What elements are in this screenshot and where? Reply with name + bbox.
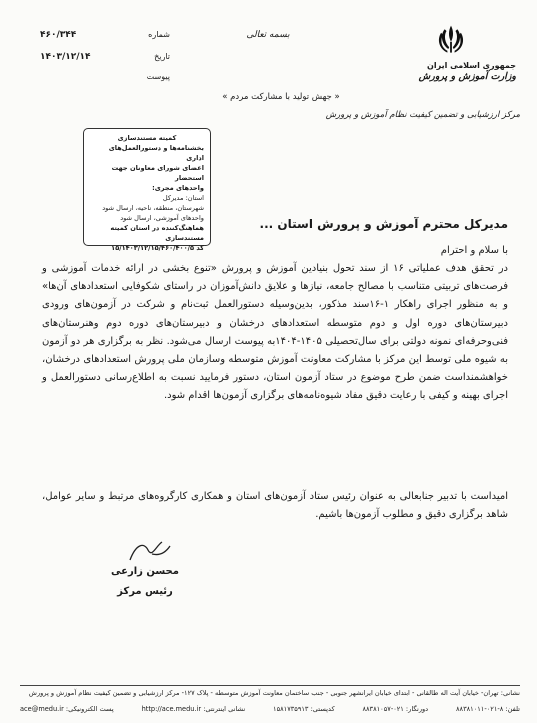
body-paragraph: در تحقق هدف عملیاتی ۱۶ از سند تحول بنیادین آموزش و پرورش «تنوع بخشی در ارائه خدمات آموزشی و فرصت‌های تربیتی متناسب با مصالح جامعه، نیازها و علایق دانش‌آموزان در راستای شکوفایی استعدادهای آن‌ها» و به منظور اجرای راهکار ۱-۱۶سند مذکور، بدین‌وسیله دستورالعمل ثبت‌نام و شرکت در آزمون‌های ورودی دبیرستان‌های دوره اول و دوم متوسطه استعدادهای درخشان و دبیرستان‌های دوره دوم وهنرستان‌های فنی‌وحرفه‌ای نمونه دولتی برای سال‌تحصیلی ۱۴۰۵-۱۴۰۴به پیوست ارسال می‌شود. نظر به برگزاری هر دو آزمون به شیوه ملی توسط این مرکز با مشارکت معاونت آموزش متوسطه وسازمان ملی پرورش استعدادهای درخشان، خواهشمنداست ضمن طرح موضوع در ستاد آزمون استان، دستور فرمایید نسبت به اطلاع‌رسانی دستورالعمل و اجرای بهینه و کیفی با رعایت دقیق مفاد شیوه‌نامه‌های برگزاری آزمون‌ها اقدام شود. bbox=[42, 263, 509, 402]
center-title: مرکز ارزشیابی و تضمین کیفیت نظام آموزش و پرورش bbox=[325, 110, 520, 120]
stamp-line: بخشنامه‌ها و دستورالعمل‌های اداری bbox=[108, 144, 204, 162]
ministry-name bbox=[396, 60, 516, 82]
stamp-line: شهرستان، منطقه، ناحیه، ارسال شود bbox=[102, 204, 204, 212]
signatory-role: رئیس مرکز bbox=[117, 586, 173, 597]
stamp-line: واحدهای مجری: bbox=[152, 184, 204, 192]
stamp-line: استان: مدیرکل bbox=[162, 194, 204, 202]
letter-number-row bbox=[40, 30, 170, 40]
footer-phone: تلفن: ۸-۰۲۱-۸۸۳۸۱۰۱۱ bbox=[456, 705, 520, 713]
letter-number: ۴۶۰/۳۴۴ bbox=[40, 30, 77, 40]
stamp-line: واحدهای آموزشی، ارسال شود bbox=[120, 214, 204, 222]
letter-date-label: تاریخ bbox=[154, 52, 170, 61]
footer-website[interactable]: نشانی اینترنتی: http://ace.medu.ir bbox=[141, 705, 246, 713]
ministry-line2: وزارت آموزش و پرورش bbox=[418, 71, 516, 82]
footer-postal-code: کدپستی: ۱۵۸۱۷۳۵۹۱۳ bbox=[273, 705, 335, 713]
footer-email[interactable]: پست الکترونیکی: ace@medu.ir bbox=[20, 705, 114, 713]
footer-divider bbox=[20, 685, 520, 686]
attachment-label: پیوست bbox=[146, 72, 170, 81]
letter-number-label: شماره bbox=[148, 30, 170, 39]
greeting: با سلام و احترام bbox=[440, 245, 508, 256]
bismillah: بسمه تعالی bbox=[246, 30, 290, 40]
stamp-code: کد ۱۵/۱۴۰۳/۱۲/۱۵/۴۶۰/۴۰۰/۵ bbox=[111, 244, 204, 252]
stamp-line: اعضای شورای معاونان جهت استحضار bbox=[111, 164, 204, 182]
signatory-name: محسن زارعی bbox=[111, 566, 179, 577]
stamp-title: کمیته مستندسازی bbox=[117, 134, 177, 142]
body-paragraph: امیداست با تدبیر جنابعالی به عنوان رئیس ستاد آزمون‌های استان و همکاری کارگروه‌های مرتبط و سایر عوامل، شاهد برگزاری دقیق و مطلوب آزمون‌ها باشیم. bbox=[42, 491, 508, 521]
documentation-stamp bbox=[83, 128, 211, 252]
slogan: « جهش تولید با مشارکت مردم » bbox=[222, 92, 340, 102]
addressee: مدیرکل محترم آموزش و پرورش استان ... bbox=[259, 217, 508, 231]
stamp-line: هماهنگ‌کننده در استان کمیته مستندسازی bbox=[110, 224, 204, 242]
footer-contacts bbox=[20, 705, 520, 714]
iran-emblem-icon bbox=[433, 22, 469, 58]
footer-fax: دورنگار: ۰۲۱-۸۸۳۸۱۰۵۷ bbox=[362, 705, 429, 713]
ministry-line1: جمهوری اسلامی ایران bbox=[427, 61, 516, 70]
letter-date: ۱۴۰۳/۱۲/۱۴ bbox=[40, 52, 91, 62]
letter-date-row bbox=[40, 52, 170, 62]
attachment-row bbox=[40, 72, 170, 81]
footer-address: نشانی: تهران- خیابان آیت اله طالقانی - ابتدای خیابان ایرانشهر جنوبی - جنب ساختمان معاونت آموزش متوسطه - پلاک ۱۲۷- مرکز ارزشیابی و تضمین کیفیت نظام آموزش و پرورش bbox=[28, 689, 520, 697]
